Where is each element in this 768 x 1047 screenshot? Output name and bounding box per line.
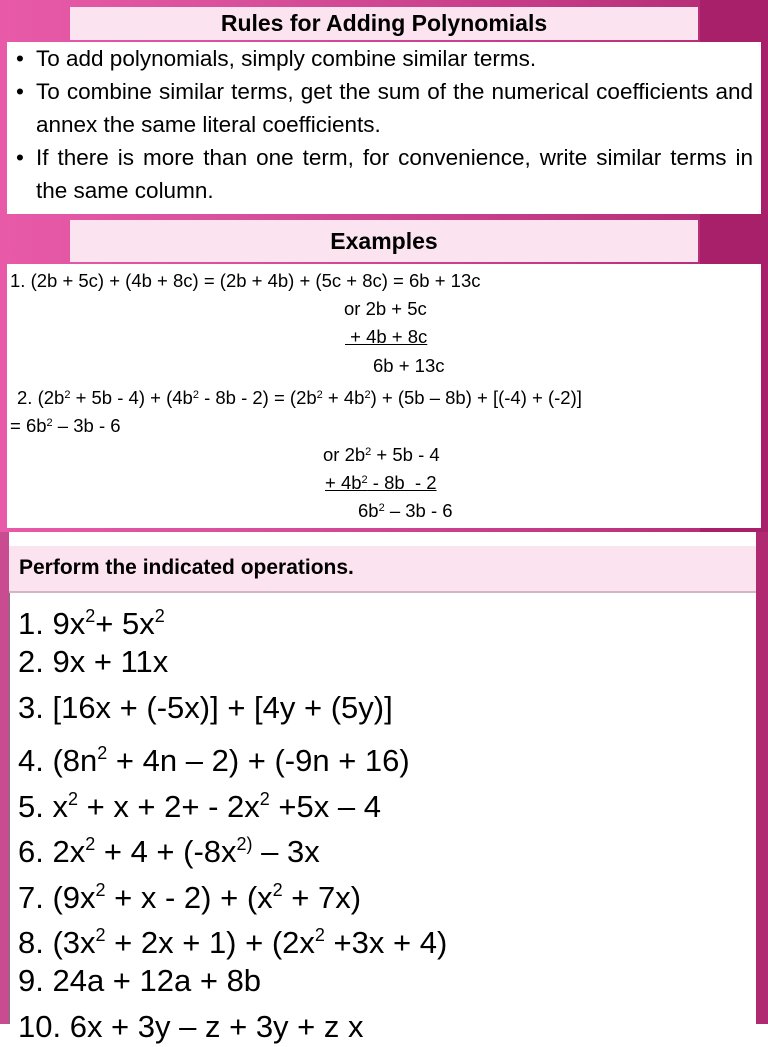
example-2-column-second: + $4b^2 - 8b - 2$ — [325, 472, 437, 493]
example-1-equation: 1. (2b + 5c) + (4b + 8c) = (2b + 4b) + (5c + 8c) = 6b + 13c — [10, 270, 481, 291]
problem-1: 1. $9x^2+ 5x^2$ — [18, 606, 165, 641]
rule-item: • To combine similar terms, get the sum of the numerical coefficients and annex the same literal coefficients. — [7, 75, 761, 141]
example-2-column-sum: $6b^2 - 3b - 6$ — [358, 500, 453, 521]
problem-7: 7. $(9x^2 + x - 2) + (x^2 + 7x)$ — [18, 880, 362, 915]
decorative-edge — [0, 532, 9, 1024]
problem-6: 6. $2x^2 + 4 + (-8x^{2)} - 3x$ — [18, 834, 320, 869]
rule-item: • If there is more than one term, for convenience, write similar terms in the same column. — [7, 141, 761, 207]
example-1-column-first: or 2b + 5c — [344, 298, 427, 319]
examples-title: Examples — [70, 220, 698, 262]
problem-10: 10. 6x + 3y – z + 3y + z x — [18, 1009, 364, 1044]
problem-5: 5. $x^2 + x + 2+ - 2x^2 +5x - 4$ — [18, 789, 381, 824]
example-1-column-second: + 4b + 8c — [345, 326, 428, 347]
decorative-edge — [756, 532, 768, 1024]
problem-9: 9. 24a + 12a + 8b — [18, 963, 262, 998]
example-1-column-sum: 6b + 13c — [373, 355, 445, 376]
instruction-text: Perform the indicated operations. — [19, 556, 354, 579]
example-2-result: = $6b^2 - 3b - 6$ — [10, 415, 121, 436]
problem-4: 4. $(8n^2 + 4n - 2) + (-9n + 16)$ — [18, 743, 410, 778]
problem-3: 3. [16x + (-5x)] + [4y + (5y)] — [18, 690, 393, 725]
rule-item: • To add polynomials, simply combine similar terms. — [7, 42, 761, 75]
rules-title: Rules for Adding Polynomials — [70, 7, 698, 40]
example-2-column-first: or $2b^2 + 5b - 4$ — [323, 444, 440, 465]
problem-8: 8. $(3x^2 + 2x + 1) + (2x^2 +3x + 4)$ — [18, 925, 448, 960]
problem-2: 2. 9x + 11x — [18, 644, 169, 679]
instruction-bar — [9, 546, 756, 593]
example-2-equation: 2. $(2b^2 + 5b - 4) + (4b^2 - 8b - 2) = (2b^2 + 4b^2) + (5b - 8b) + [(-4) + (-2)]$ — [17, 387, 582, 408]
rules-box — [7, 42, 761, 214]
problem-list — [9, 593, 757, 1044]
exercise-slide — [0, 532, 768, 1044]
rules-list — [7, 42, 761, 207]
examples-box — [7, 264, 761, 528]
